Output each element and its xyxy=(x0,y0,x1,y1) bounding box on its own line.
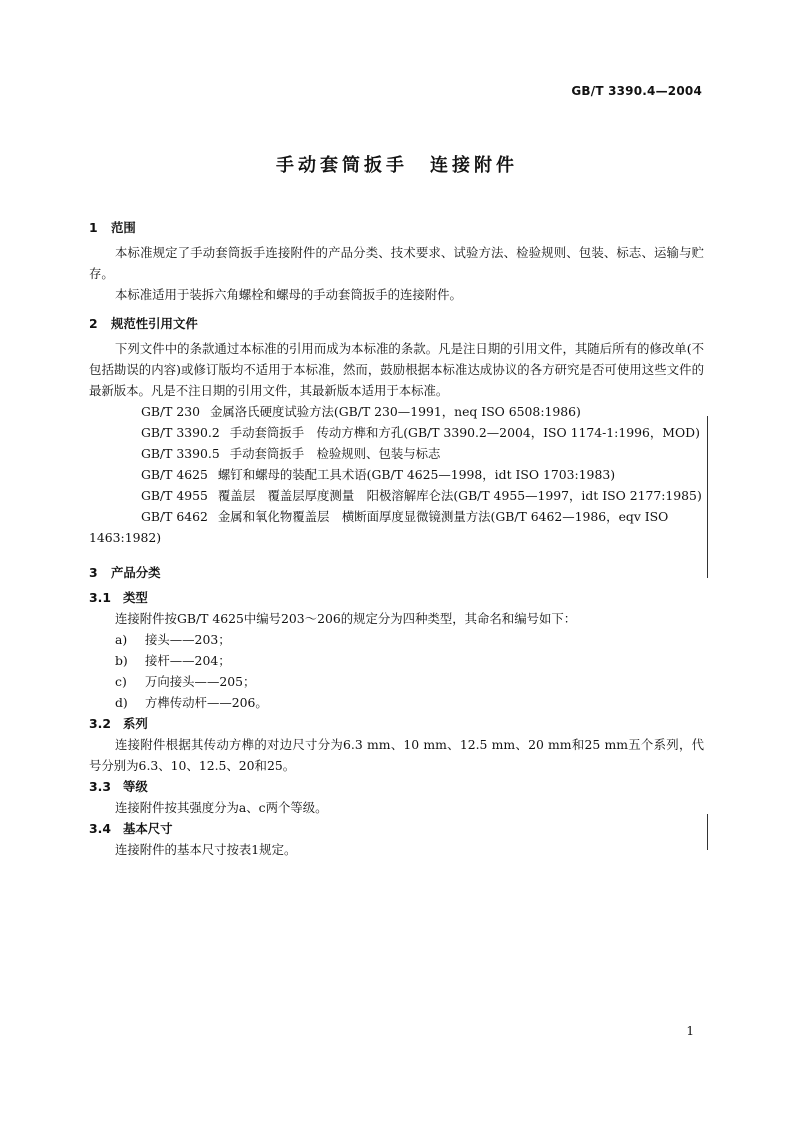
section-number: 1 xyxy=(89,220,98,235)
reference-item: GB/T 230 金属洛氏硬度试验方法(GB/T 230—1991，neq ISO 6508:1986) xyxy=(141,404,581,419)
subsection-title: 类型 xyxy=(123,590,148,605)
paragraph: 连接附件根据其传动方榫的对边尺寸分为6.3 mm、10 mm、12.5 mm、20 mm和25 mm五个系列，代号分别为6.3、10、12.5、20和25。 xyxy=(89,737,704,773)
paragraph: 连接附件按GB/T 4625中编号203～206的规定分为四种类型，其命名和编号如下： xyxy=(115,611,577,626)
revision-bar xyxy=(707,416,708,578)
paragraph: 本标准规定了手动套筒扳手连接附件的产品分类、技术要求、试验方法、检验规则、包装、标志、运输与贮存。 xyxy=(89,245,704,281)
section-2-heading xyxy=(89,313,704,334)
list-item: d) 方榫传动杆——206。 xyxy=(115,695,268,710)
document-body xyxy=(89,217,704,860)
reference-item: GB/T 3390.2 手动套筒扳手 传动方榫和方孔(GB/T 3390.2—2004，ISO 1174-1:1996，MOD) xyxy=(141,425,700,440)
list-item: b) 接杆——204； xyxy=(115,653,231,668)
reference-item: GB/T 4625 螺钉和螺母的装配工具术语(GB/T 4625—1998，idt ISO 1703:1983) xyxy=(141,467,616,482)
section-title: 范围 xyxy=(111,220,136,235)
section-3-heading xyxy=(89,562,704,583)
paragraph: 本标准适用于装拆六角螺栓和螺母的手动套筒扳手的连接附件。 xyxy=(115,287,462,302)
title-part-1: 手动套筒扳手 xyxy=(276,155,408,176)
section-number: 3 xyxy=(89,565,98,580)
subsection-3-1-heading xyxy=(89,587,704,608)
subsection-3-3-heading xyxy=(89,776,704,797)
section-title: 产品分类 xyxy=(111,565,161,580)
reference-item: GB/T 6462 金属和氧化物覆盖层 横断面厚度显微镜测量方法(GB/T 6462—1986，eqv ISO 1463:1982) xyxy=(89,509,669,545)
paragraph: 下列文件中的条款通过本标准的引用而成为本标准的条款。凡是注日期的引用文件，其随后所有的修改单(不包括勘误的内容)或修订版均不适用于本标准，然而，鼓励根据本标准达成协议的各方研究是否可使用这些文件的最新版本。凡是不注日期的引用文件，其最新版本适用于本标准。 xyxy=(89,341,704,398)
paragraph: 连接附件按其强度分为a、c两个等级。 xyxy=(115,800,328,815)
subsection-title: 等级 xyxy=(123,779,148,794)
standard-code: GB/T 3390.4—2004 xyxy=(571,84,702,98)
list-item: c) 万向接头——205； xyxy=(115,674,256,689)
list-item: a) 接头——203； xyxy=(115,632,231,647)
section-number: 2 xyxy=(89,316,98,331)
subsection-number: 3.4 xyxy=(89,821,111,836)
subsection-number: 3.1 xyxy=(89,590,111,605)
section-title: 规范性引用文件 xyxy=(111,316,198,331)
revision-bar xyxy=(707,814,708,850)
paragraph: 连接附件的基本尺寸按表1规定。 xyxy=(115,842,297,857)
subsection-title: 系列 xyxy=(123,716,148,731)
title-part-2: 连接附件 xyxy=(430,155,518,176)
document-title xyxy=(0,151,794,177)
subsection-number: 3.2 xyxy=(89,716,111,731)
reference-item: GB/T 3390.5 手动套筒扳手 检验规则、包装与标志 xyxy=(141,446,441,461)
subsection-3-2-heading xyxy=(89,713,704,734)
subsection-number: 3.3 xyxy=(89,779,111,794)
section-1-heading xyxy=(89,217,704,238)
reference-item: GB/T 4955 覆盖层 覆盖层厚度测量 阳极溶解库仑法(GB/T 4955—1997，idt ISO 2177:1985) xyxy=(141,488,702,503)
page-number: 1 xyxy=(686,1024,694,1038)
subsection-3-4-heading xyxy=(89,818,704,839)
subsection-title: 基本尺寸 xyxy=(123,821,173,836)
